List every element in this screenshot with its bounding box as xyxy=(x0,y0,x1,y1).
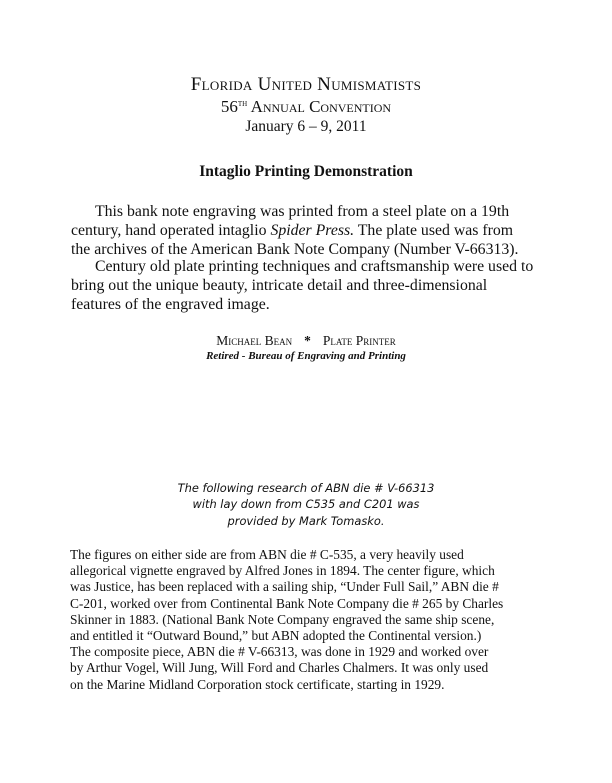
research-note-line: with lay down from C535 and C201 was xyxy=(192,497,420,512)
document-title: Intaglio Printing Demonstration xyxy=(199,163,413,180)
research-body-line: by Arthur Vogel, Will Jung, Will Ford and Charles Chalmers. It was only used xyxy=(70,660,489,676)
convention-dates: January 6 – 9, 2011 xyxy=(245,118,367,135)
research-body-line: The composite piece, ABN die # V-66313, was done in 1929 and worked over xyxy=(70,644,489,660)
convention-label: Annual Convention xyxy=(250,97,392,116)
paragraph-line xyxy=(71,222,591,241)
text-run: The plate used was from xyxy=(354,221,514,239)
research-note-line: The following research of ABN die # V-66313 xyxy=(177,481,435,495)
paragraph-techniques xyxy=(71,258,591,314)
organization-name: Florida United Numismatists xyxy=(190,74,422,95)
research-note xyxy=(0,480,612,529)
research-note-line: provided by Mark Tomasko. xyxy=(227,513,385,528)
paragraph-line: Century old plate printing techniques and craftsmanship were used to xyxy=(95,258,534,275)
text-run: century, hand operated intaglio xyxy=(71,221,271,239)
convention-ordinal-suffix: th xyxy=(237,98,248,109)
signature-subtitle: Retired - Bureau of Engraving and Printing xyxy=(206,350,406,362)
paragraph-line: bring out the unique beauty, intricate detail and three-dimensional xyxy=(71,276,488,294)
research-body-line: The figures on either side are from ABN die # C-535, a very heavily used xyxy=(70,547,464,562)
research-body-line: C-201, worked over from Continental Bank Note Company die # 265 by Charles xyxy=(70,595,504,611)
convention-number: 56 xyxy=(220,97,238,116)
paragraph-line: features of the engraved image. xyxy=(71,295,270,313)
paragraph-press-description xyxy=(71,203,591,259)
research-body-line: allegorical vignette engraved by Alfred Jones in 1894. The center figure, which xyxy=(70,563,495,579)
separator-asterisk: * xyxy=(304,333,311,348)
printer-role: Plate Printer xyxy=(322,333,396,348)
research-body-line: and entitled it “Outward Bound,” but ABN adopted the Continental version.) xyxy=(70,628,482,644)
research-body-line: on the Marine Midland Corporation stock certificate, starting in 1929. xyxy=(70,676,445,692)
printer-name: Michael Bean xyxy=(216,333,293,348)
press-name: Spider Press. xyxy=(270,221,355,239)
research-body-line: Skinner in 1883. (National Bank Note Company engraved the same ship scene, xyxy=(70,611,495,627)
paragraph-line: the archives of the American Bank Note Company (Number V-66313). xyxy=(71,240,519,258)
signature-line xyxy=(0,333,612,349)
paragraph-line: This bank note engraving was printed from a steel plate on a 19th xyxy=(95,203,510,220)
research-body-line: was Justice, has been replaced with a sailing ship, “Under Full Sail,” ABN die # xyxy=(70,579,499,595)
convention-title xyxy=(0,97,612,117)
research-body xyxy=(70,547,590,693)
